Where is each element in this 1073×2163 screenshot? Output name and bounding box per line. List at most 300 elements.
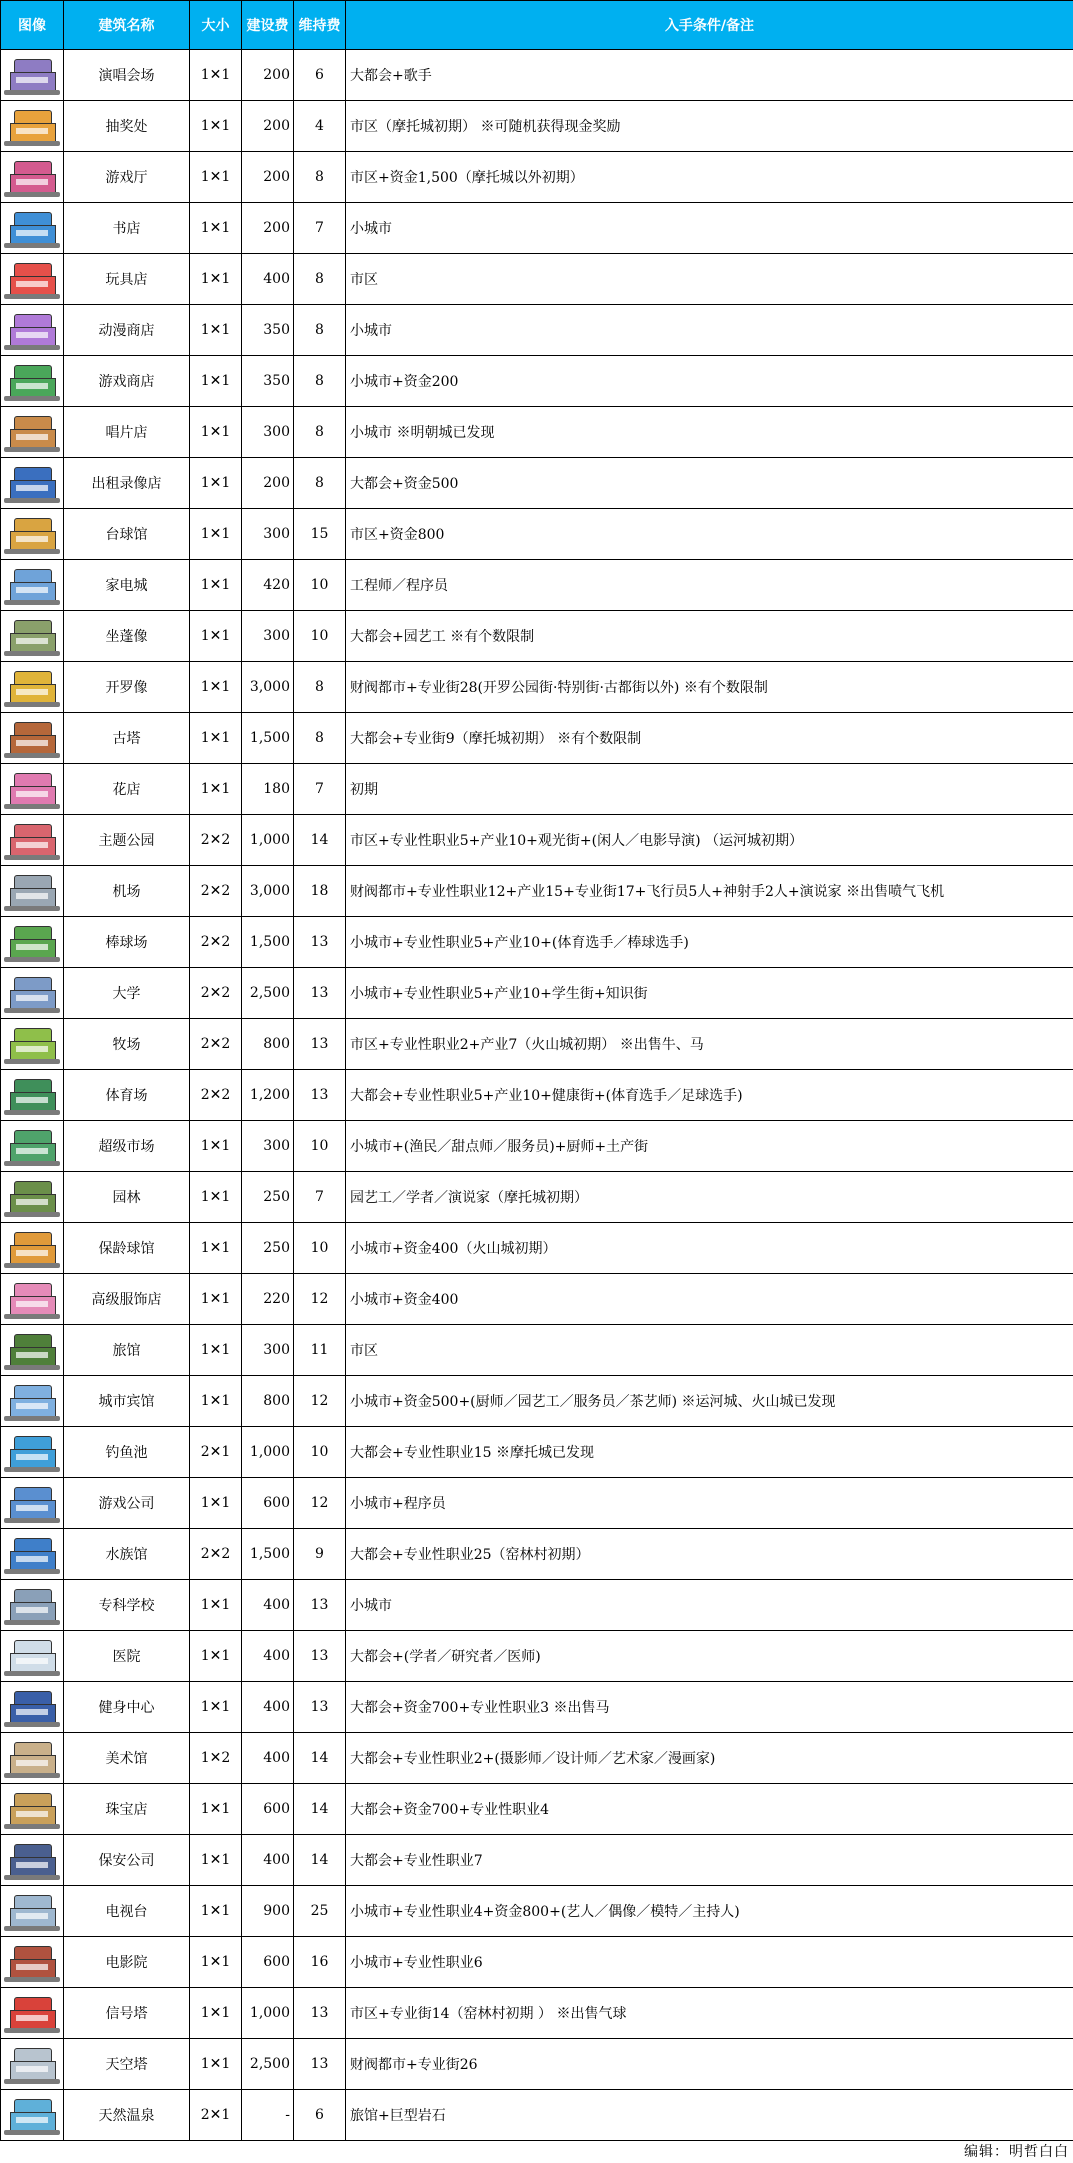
building-size: 2✕1 — [190, 2090, 242, 2141]
aquarium-building-icon — [2, 1532, 62, 1576]
building-size: 1✕1 — [190, 1274, 242, 1325]
garden-building-icon — [2, 1175, 62, 1219]
maintenance-cost: 14 — [294, 1733, 346, 1784]
conditions-note: 大都会+资金500 — [346, 458, 1073, 509]
building-name: 书店 — [64, 203, 190, 254]
anime-shop-building-icon — [2, 308, 62, 352]
maintenance-cost: 13 — [294, 2039, 346, 2090]
image-cell — [1, 1988, 64, 2039]
conditions-note: 大都会+专业性职业5+产业10+健康街+(体育选手／足球选手) — [346, 1070, 1073, 1121]
maintenance-cost: 6 — [294, 50, 346, 101]
building-size: 1✕1 — [190, 1580, 242, 1631]
cinema-building-icon — [2, 1940, 62, 1984]
building-name: 信号塔 — [64, 1988, 190, 2039]
maintenance-cost: 10 — [294, 560, 346, 611]
build-cost: 200 — [242, 203, 294, 254]
image-cell — [1, 2090, 64, 2141]
maintenance-cost: 16 — [294, 1937, 346, 1988]
table-row — [1, 1172, 1073, 1223]
flower-shop-building-icon — [2, 767, 62, 811]
building-name: 保龄球馆 — [64, 1223, 190, 1274]
building-name: 抽奖处 — [64, 101, 190, 152]
header-maintenance-cost: 维持费 — [294, 1, 346, 50]
table-row — [1, 1580, 1073, 1631]
maintenance-cost: 10 — [294, 611, 346, 662]
header-build-cost: 建设费 — [242, 1, 294, 50]
table-row — [1, 1274, 1073, 1325]
image-cell — [1, 1784, 64, 1835]
signal-tower-icon — [2, 1991, 62, 2035]
maintenance-cost: 10 — [294, 1427, 346, 1478]
table-row — [1, 1682, 1073, 1733]
maintenance-cost: 12 — [294, 1274, 346, 1325]
conditions-note: 市区+专业性职业2+产业7（火山城初期） ※出售牛、马 — [346, 1019, 1073, 1070]
building-name: 大学 — [64, 968, 190, 1019]
image-cell — [1, 968, 64, 1019]
city-hotel-building-icon — [2, 1379, 62, 1423]
image-cell — [1, 356, 64, 407]
build-cost: 400 — [242, 254, 294, 305]
build-cost: 180 — [242, 764, 294, 815]
conditions-note: 大都会+专业街9（摩托城初期） ※有个数限制 — [346, 713, 1073, 764]
building-size: 1✕1 — [190, 356, 242, 407]
image-cell — [1, 152, 64, 203]
image-cell — [1, 1019, 64, 1070]
conditions-note: 大都会+歌手 — [346, 50, 1073, 101]
image-cell — [1, 1580, 64, 1631]
conditions-note: 小城市+专业性职业5+产业10+学生街+知识街 — [346, 968, 1073, 1019]
cairo-statue-icon — [2, 665, 62, 709]
building-name: 出租录像店 — [64, 458, 190, 509]
image-cell — [1, 254, 64, 305]
build-cost: 350 — [242, 356, 294, 407]
maintenance-cost: 10 — [294, 1223, 346, 1274]
conditions-note: 小城市+专业性职业6 — [346, 1937, 1073, 1988]
image-cell — [1, 713, 64, 764]
building-size: 2✕2 — [190, 815, 242, 866]
boutique-building-icon — [2, 1277, 62, 1321]
build-cost: 2,500 — [242, 2039, 294, 2090]
build-cost: 800 — [242, 1019, 294, 1070]
building-size: 1✕2 — [190, 1733, 242, 1784]
record-shop-building-icon — [2, 410, 62, 454]
table-row — [1, 1223, 1073, 1274]
build-cost: 300 — [242, 1121, 294, 1172]
image-cell — [1, 866, 64, 917]
image-cell — [1, 101, 64, 152]
building-size: 1✕1 — [190, 101, 242, 152]
ranch-building-icon — [2, 1022, 62, 1066]
building-size: 1✕1 — [190, 1172, 242, 1223]
building-name: 钓鱼池 — [64, 1427, 190, 1478]
table-row — [1, 1325, 1073, 1376]
build-cost: 200 — [242, 50, 294, 101]
table-row — [1, 458, 1073, 509]
header-row — [1, 1, 1073, 50]
maintenance-cost: 8 — [294, 152, 346, 203]
maintenance-cost: 7 — [294, 203, 346, 254]
hot-spring-icon — [2, 2093, 62, 2137]
maintenance-cost: 14 — [294, 1835, 346, 1886]
table-row — [1, 1733, 1073, 1784]
image-cell — [1, 2039, 64, 2090]
building-size: 2✕2 — [190, 1529, 242, 1580]
conditions-note: 小城市+程序员 — [346, 1478, 1073, 1529]
building-size: 1✕1 — [190, 1121, 242, 1172]
building-name: 动漫商店 — [64, 305, 190, 356]
table-row — [1, 50, 1073, 101]
conditions-note: 市区 — [346, 1325, 1073, 1376]
build-cost: 1,000 — [242, 1988, 294, 2039]
building-size: 2✕2 — [190, 917, 242, 968]
build-cost: 300 — [242, 407, 294, 458]
building-name: 美术馆 — [64, 1733, 190, 1784]
sitting-statue-icon — [2, 614, 62, 658]
conditions-note: 小城市+资金400（火山城初期） — [346, 1223, 1073, 1274]
building-name: 天空塔 — [64, 2039, 190, 2090]
building-name: 超级市场 — [64, 1121, 190, 1172]
maintenance-cost: 8 — [294, 305, 346, 356]
build-cost: 200 — [242, 152, 294, 203]
table-row — [1, 305, 1073, 356]
building-name: 坐蓬像 — [64, 611, 190, 662]
building-size: 1✕1 — [190, 1835, 242, 1886]
build-cost: 250 — [242, 1172, 294, 1223]
build-cost: 200 — [242, 458, 294, 509]
art-museum-building-icon — [2, 1736, 62, 1780]
building-name: 电影院 — [64, 1937, 190, 1988]
maintenance-cost: 8 — [294, 713, 346, 764]
maintenance-cost: 9 — [294, 1529, 346, 1580]
build-cost: 200 — [242, 101, 294, 152]
building-size: 1✕1 — [190, 1325, 242, 1376]
build-cost: 400 — [242, 1682, 294, 1733]
building-name: 棒球场 — [64, 917, 190, 968]
building-name: 古塔 — [64, 713, 190, 764]
table-row — [1, 407, 1073, 458]
supermarket-building-icon — [2, 1124, 62, 1168]
table-row — [1, 1019, 1073, 1070]
table-row — [1, 1937, 1073, 1988]
conditions-note: 小城市 — [346, 1580, 1073, 1631]
build-cost: 400 — [242, 1733, 294, 1784]
table-row — [1, 2090, 1073, 2141]
image-cell — [1, 815, 64, 866]
arcade-building-icon — [2, 155, 62, 199]
baseball-stadium-building-icon — [2, 920, 62, 964]
table-row — [1, 254, 1073, 305]
maintenance-cost: 13 — [294, 917, 346, 968]
building-name: 游戏厅 — [64, 152, 190, 203]
image-cell — [1, 1427, 64, 1478]
conditions-note: 大都会+资金700+专业性职业3 ※出售马 — [346, 1682, 1073, 1733]
building-name: 电视台 — [64, 1886, 190, 1937]
toy-store-building-icon — [2, 257, 62, 301]
conditions-note: 小城市+专业性职业5+产业10+(体育选手／棒球选手) — [346, 917, 1073, 968]
table-row — [1, 815, 1073, 866]
sky-tower-icon — [2, 2042, 62, 2086]
build-cost: 350 — [242, 305, 294, 356]
building-name: 花店 — [64, 764, 190, 815]
maintenance-cost: 13 — [294, 1631, 346, 1682]
maintenance-cost: 8 — [294, 407, 346, 458]
inn-building-icon — [2, 1328, 62, 1372]
image-cell — [1, 1223, 64, 1274]
conditions-note: 财阀都市+专业街26 — [346, 2039, 1073, 2090]
image-cell — [1, 1121, 64, 1172]
maintenance-cost: 7 — [294, 764, 346, 815]
theme-park-building-icon — [2, 818, 62, 862]
conditions-note: 小城市+专业性职业4+资金800+(艺人／偶像／模特／主持人) — [346, 1886, 1073, 1937]
conditions-note: 市区+资金800 — [346, 509, 1073, 560]
image-cell — [1, 662, 64, 713]
table-row — [1, 866, 1073, 917]
maintenance-cost: 12 — [294, 1478, 346, 1529]
table-row — [1, 1427, 1073, 1478]
airport-building-icon — [2, 869, 62, 913]
building-name: 台球馆 — [64, 509, 190, 560]
build-cost: 1,200 — [242, 1070, 294, 1121]
game-shop-building-icon — [2, 359, 62, 403]
table-row — [1, 1835, 1073, 1886]
table-row — [1, 968, 1073, 1019]
building-size: 1✕1 — [190, 662, 242, 713]
conditions-note: 市区+专业性职业5+产业10+观光街+(闲人／电影导演) （运河城初期） — [346, 815, 1073, 866]
image-cell — [1, 1682, 64, 1733]
building-size: 1✕1 — [190, 458, 242, 509]
building-size: 1✕1 — [190, 254, 242, 305]
building-name: 健身中心 — [64, 1682, 190, 1733]
table-row — [1, 509, 1073, 560]
table-row — [1, 101, 1073, 152]
header-building-name: 建筑名称 — [64, 1, 190, 50]
maintenance-cost: 13 — [294, 1019, 346, 1070]
building-name: 专科学校 — [64, 1580, 190, 1631]
build-cost: 900 — [242, 1886, 294, 1937]
image-cell — [1, 1733, 64, 1784]
image-cell — [1, 560, 64, 611]
building-name: 医院 — [64, 1631, 190, 1682]
table-row — [1, 764, 1073, 815]
conditions-note: 小城市+资金200 — [346, 356, 1073, 407]
conditions-note: 小城市 ※明朝城已发现 — [346, 407, 1073, 458]
building-name: 开罗像 — [64, 662, 190, 713]
table-row — [1, 1529, 1073, 1580]
building-name: 牧场 — [64, 1019, 190, 1070]
electronics-mall-building-icon — [2, 563, 62, 607]
build-cost: 400 — [242, 1835, 294, 1886]
conditions-note: 市区（摩托城初期） ※可随机获得现金奖励 — [346, 101, 1073, 152]
maintenance-cost: 12 — [294, 1376, 346, 1427]
table-row — [1, 1784, 1073, 1835]
conditions-note: 工程师／程序员 — [346, 560, 1073, 611]
building-size: 2✕1 — [190, 1427, 242, 1478]
conditions-note: 初期 — [346, 764, 1073, 815]
maintenance-cost: 7 — [294, 1172, 346, 1223]
fishing-pond-icon — [2, 1430, 62, 1474]
building-name: 游戏公司 — [64, 1478, 190, 1529]
conditions-note: 小城市+(渔民／甜点师／服务员)+厨师+土产街 — [346, 1121, 1073, 1172]
conditions-note: 市区+资金1,500（摩托城以外初期） — [346, 152, 1073, 203]
build-cost: 1,000 — [242, 1427, 294, 1478]
building-size: 1✕1 — [190, 305, 242, 356]
concert-hall-building-icon — [2, 53, 62, 97]
image-cell — [1, 1937, 64, 1988]
conditions-note: 小城市 — [346, 203, 1073, 254]
building-size: 1✕1 — [190, 1376, 242, 1427]
building-size: 2✕2 — [190, 968, 242, 1019]
footer-credit: 编辑：明哲白白 — [964, 2144, 1069, 2160]
conditions-note: 市区 — [346, 254, 1073, 305]
table-row — [1, 356, 1073, 407]
maintenance-cost: 8 — [294, 254, 346, 305]
conditions-note: 大都会+专业性职业7 — [346, 1835, 1073, 1886]
image-cell — [1, 917, 64, 968]
maintenance-cost: 13 — [294, 968, 346, 1019]
build-cost: - — [242, 2090, 294, 2141]
building-size: 1✕1 — [190, 1937, 242, 1988]
image-cell — [1, 50, 64, 101]
table-row — [1, 611, 1073, 662]
billiard-hall-building-icon — [2, 512, 62, 556]
maintenance-cost: 25 — [294, 1886, 346, 1937]
building-name: 天然温泉 — [64, 2090, 190, 2141]
building-name: 保安公司 — [64, 1835, 190, 1886]
maintenance-cost: 11 — [294, 1325, 346, 1376]
table-row — [1, 2039, 1073, 2090]
building-size: 1✕1 — [190, 1223, 242, 1274]
building-name: 体育场 — [64, 1070, 190, 1121]
maintenance-cost: 8 — [294, 458, 346, 509]
conditions-note: 大都会+专业性职业2+(摄影师／设计师／艺术家／漫画家) — [346, 1733, 1073, 1784]
header-conditions-notes: 入手条件/备注 — [346, 1, 1073, 50]
maintenance-cost: 18 — [294, 866, 346, 917]
conditions-note: 大都会+资金700+专业性职业4 — [346, 1784, 1073, 1835]
maintenance-cost: 13 — [294, 1580, 346, 1631]
fitness-center-building-icon — [2, 1685, 62, 1729]
build-cost: 1,500 — [242, 917, 294, 968]
building-size: 1✕1 — [190, 1886, 242, 1937]
building-size: 1✕1 — [190, 203, 242, 254]
build-cost: 600 — [242, 1478, 294, 1529]
conditions-note: 小城市 — [346, 305, 1073, 356]
image-cell — [1, 764, 64, 815]
conditions-note: 大都会+专业性职业25（窑林村初期） — [346, 1529, 1073, 1580]
conditions-note: 市区+专业街14（窑林村初期 ） ※出售气球 — [346, 1988, 1073, 2039]
build-cost: 3,000 — [242, 662, 294, 713]
table-row — [1, 1376, 1073, 1427]
building-name: 园林 — [64, 1172, 190, 1223]
building-name: 玩具店 — [64, 254, 190, 305]
build-cost: 420 — [242, 560, 294, 611]
table-row — [1, 152, 1073, 203]
conditions-note: 大都会+专业性职业15 ※摩托城已发现 — [346, 1427, 1073, 1478]
building-name: 珠宝店 — [64, 1784, 190, 1835]
building-name: 高级服饰店 — [64, 1274, 190, 1325]
maintenance-cost: 13 — [294, 1070, 346, 1121]
build-cost: 300 — [242, 1325, 294, 1376]
image-cell — [1, 407, 64, 458]
maintenance-cost: 15 — [294, 509, 346, 560]
building-size: 1✕1 — [190, 560, 242, 611]
build-cost: 400 — [242, 1580, 294, 1631]
image-cell — [1, 611, 64, 662]
build-cost: 800 — [242, 1376, 294, 1427]
table-row — [1, 1070, 1073, 1121]
building-size: 1✕1 — [190, 152, 242, 203]
maintenance-cost: 4 — [294, 101, 346, 152]
building-size: 1✕1 — [190, 611, 242, 662]
building-size: 1✕1 — [190, 764, 242, 815]
table-row — [1, 917, 1073, 968]
maintenance-cost: 6 — [294, 2090, 346, 2141]
stadium-building-icon — [2, 1073, 62, 1117]
conditions-note: 小城市+资金400 — [346, 1274, 1073, 1325]
building-name: 水族馆 — [64, 1529, 190, 1580]
building-size: 1✕1 — [190, 50, 242, 101]
lottery-booth-building-icon — [2, 104, 62, 148]
image-cell — [1, 305, 64, 356]
security-company-building-icon — [2, 1838, 62, 1882]
building-name: 城市宾馆 — [64, 1376, 190, 1427]
maintenance-cost: 10 — [294, 1121, 346, 1172]
building-size: 1✕1 — [190, 1682, 242, 1733]
table-row — [1, 1478, 1073, 1529]
university-building-icon — [2, 971, 62, 1015]
bookstore-building-icon — [2, 206, 62, 250]
build-cost: 300 — [242, 611, 294, 662]
building-size: 2✕2 — [190, 1070, 242, 1121]
table-row — [1, 203, 1073, 254]
image-cell — [1, 1376, 64, 1427]
maintenance-cost: 13 — [294, 1682, 346, 1733]
building-size: 1✕1 — [190, 1478, 242, 1529]
conditions-note: 小城市+资金500+(厨师／园艺工／服务员／茶艺师) ※运河城、火山城已发现 — [346, 1376, 1073, 1427]
table-row — [1, 1631, 1073, 1682]
vocational-school-building-icon — [2, 1583, 62, 1627]
image-cell — [1, 1274, 64, 1325]
hospital-building-icon — [2, 1634, 62, 1678]
header-size: 大小 — [190, 1, 242, 50]
building-size: 1✕1 — [190, 1631, 242, 1682]
ancient-pagoda-icon — [2, 716, 62, 760]
building-size: 2✕2 — [190, 866, 242, 917]
building-size: 1✕1 — [190, 509, 242, 560]
conditions-note: 大都会+(学者／研究者／医师) — [346, 1631, 1073, 1682]
conditions-note: 财阀都市+专业性职业12+产业15+专业街17+飞行员5人+神射手2人+演说家 ※出售喷气飞机 — [346, 866, 1073, 917]
video-rental-building-icon — [2, 461, 62, 505]
conditions-note: 旅馆+巨型岩石 — [346, 2090, 1073, 2141]
image-cell — [1, 1325, 64, 1376]
image-cell — [1, 1478, 64, 1529]
table-row — [1, 560, 1073, 611]
table-row — [1, 1121, 1073, 1172]
table-row — [1, 1886, 1073, 1937]
image-cell — [1, 458, 64, 509]
table-row — [1, 662, 1073, 713]
building-size: 2✕2 — [190, 1019, 242, 1070]
conditions-note: 财阀都市+专业街28(开罗公园街·特别街·古都街以外) ※有个数限制 — [346, 662, 1073, 713]
tv-station-building-icon — [2, 1889, 62, 1933]
build-cost: 1,500 — [242, 713, 294, 764]
jewelry-store-building-icon — [2, 1787, 62, 1831]
header-image: 图像 — [1, 1, 64, 50]
maintenance-cost: 14 — [294, 815, 346, 866]
maintenance-cost: 8 — [294, 662, 346, 713]
build-cost: 1,000 — [242, 815, 294, 866]
build-cost: 600 — [242, 1937, 294, 1988]
conditions-note: 园艺工／学者／演说家（摩托城初期） — [346, 1172, 1073, 1223]
